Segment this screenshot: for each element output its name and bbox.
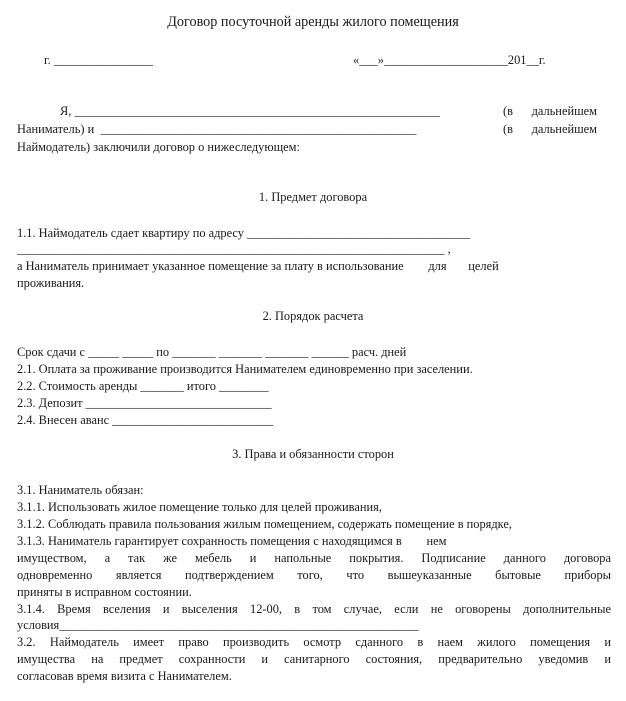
section-2-heading: 2. Порядок расчета — [262, 309, 364, 323]
clause-3-1-3-line-3: одновременно является подтверждением того, что вышеуказанные бытовые приборы — [17, 568, 611, 582]
clause-1-1: 1.1. Наймодатель сдает квартиру по адресу ____________________________________ — [17, 226, 471, 240]
rental-term: Срок сдачи с _____ _____ по _______ _______ _______ ______ расч. дней — [17, 345, 407, 359]
city-field: г. ________________ — [44, 53, 154, 67]
section-1-heading: 1. Предмет договора — [258, 190, 368, 204]
clause-2-1: 2.1. Оплата за проживание производится Нанимателем единовременно при заселении. — [17, 362, 473, 376]
clause-3-2: 3.2. Наймодатель имеет право производить осмотр сданного в наем жилого помещения и — [17, 635, 611, 649]
clause-1-1-end: проживания. — [17, 276, 85, 290]
party-line-2-note: (в дальнейшем — [503, 122, 597, 136]
party-line-1-note: (в дальнейшем — [503, 104, 597, 118]
party-line-3: Наймодатель) заключили договор о нижеследующем: — [17, 140, 300, 154]
clause-3-1-4-line-2: условия__________________________________________________________ — [17, 618, 419, 632]
party-line-1: Я, ___________________________________________________________ — [60, 104, 440, 118]
clause-3-2-line-3: согласовав время визита с Нанимателем. — [17, 669, 232, 683]
clause-2-4: 2.4. Внесен аванс __________________________ — [17, 413, 274, 427]
clause-2-2: 2.2. Стоимость аренды _______ итого ________ — [17, 379, 269, 393]
clause-3-1-3-line-4: приняты в исправном состоянии. — [17, 585, 192, 599]
date-field: «___»____________________201__г. — [353, 53, 546, 67]
clause-1-1-cont: а Наниматель принимает указанное помещение за плату в использование для целей — [17, 259, 499, 273]
section-3-heading: 3. Права и обязанности сторон — [232, 447, 394, 461]
party-line-2: Наниматель) и ___________________________________________________ — [17, 122, 417, 136]
clause-3-1-2: 3.1.2. Соблюдать правила пользования жилым помещением, содержать помещение в порядке, — [17, 517, 512, 531]
clause-3-1-3-line-2: имуществом, а так же мебель и напольные покрытия. Подписание данного договора — [17, 551, 611, 565]
clause-3-2-line-2: имущества на предмет сохранности и санитарного состояния, предварительно уведомив и — [17, 652, 611, 666]
clause-3-1: 3.1. Наниматель обязан: — [17, 483, 144, 497]
clause-3-1-1: 3.1.1. Использовать жилое помещение только для целей проживания, — [17, 500, 382, 514]
clause-2-3: 2.3. Депозит ______________________________ — [17, 396, 272, 410]
clause-1-1-blank: _____________________________________________________________________ , — [17, 242, 451, 256]
document-title: Договор посуточной аренды жилого помещения — [167, 14, 459, 30]
clause-3-1-3: 3.1.3. Наниматель гарантирует сохранность помещения с находящимся в нем — [17, 534, 447, 548]
clause-3-1-4: 3.1.4. Время вселения и выселения 12-00, в том случае, если не оговорены дополнительные — [17, 602, 611, 616]
